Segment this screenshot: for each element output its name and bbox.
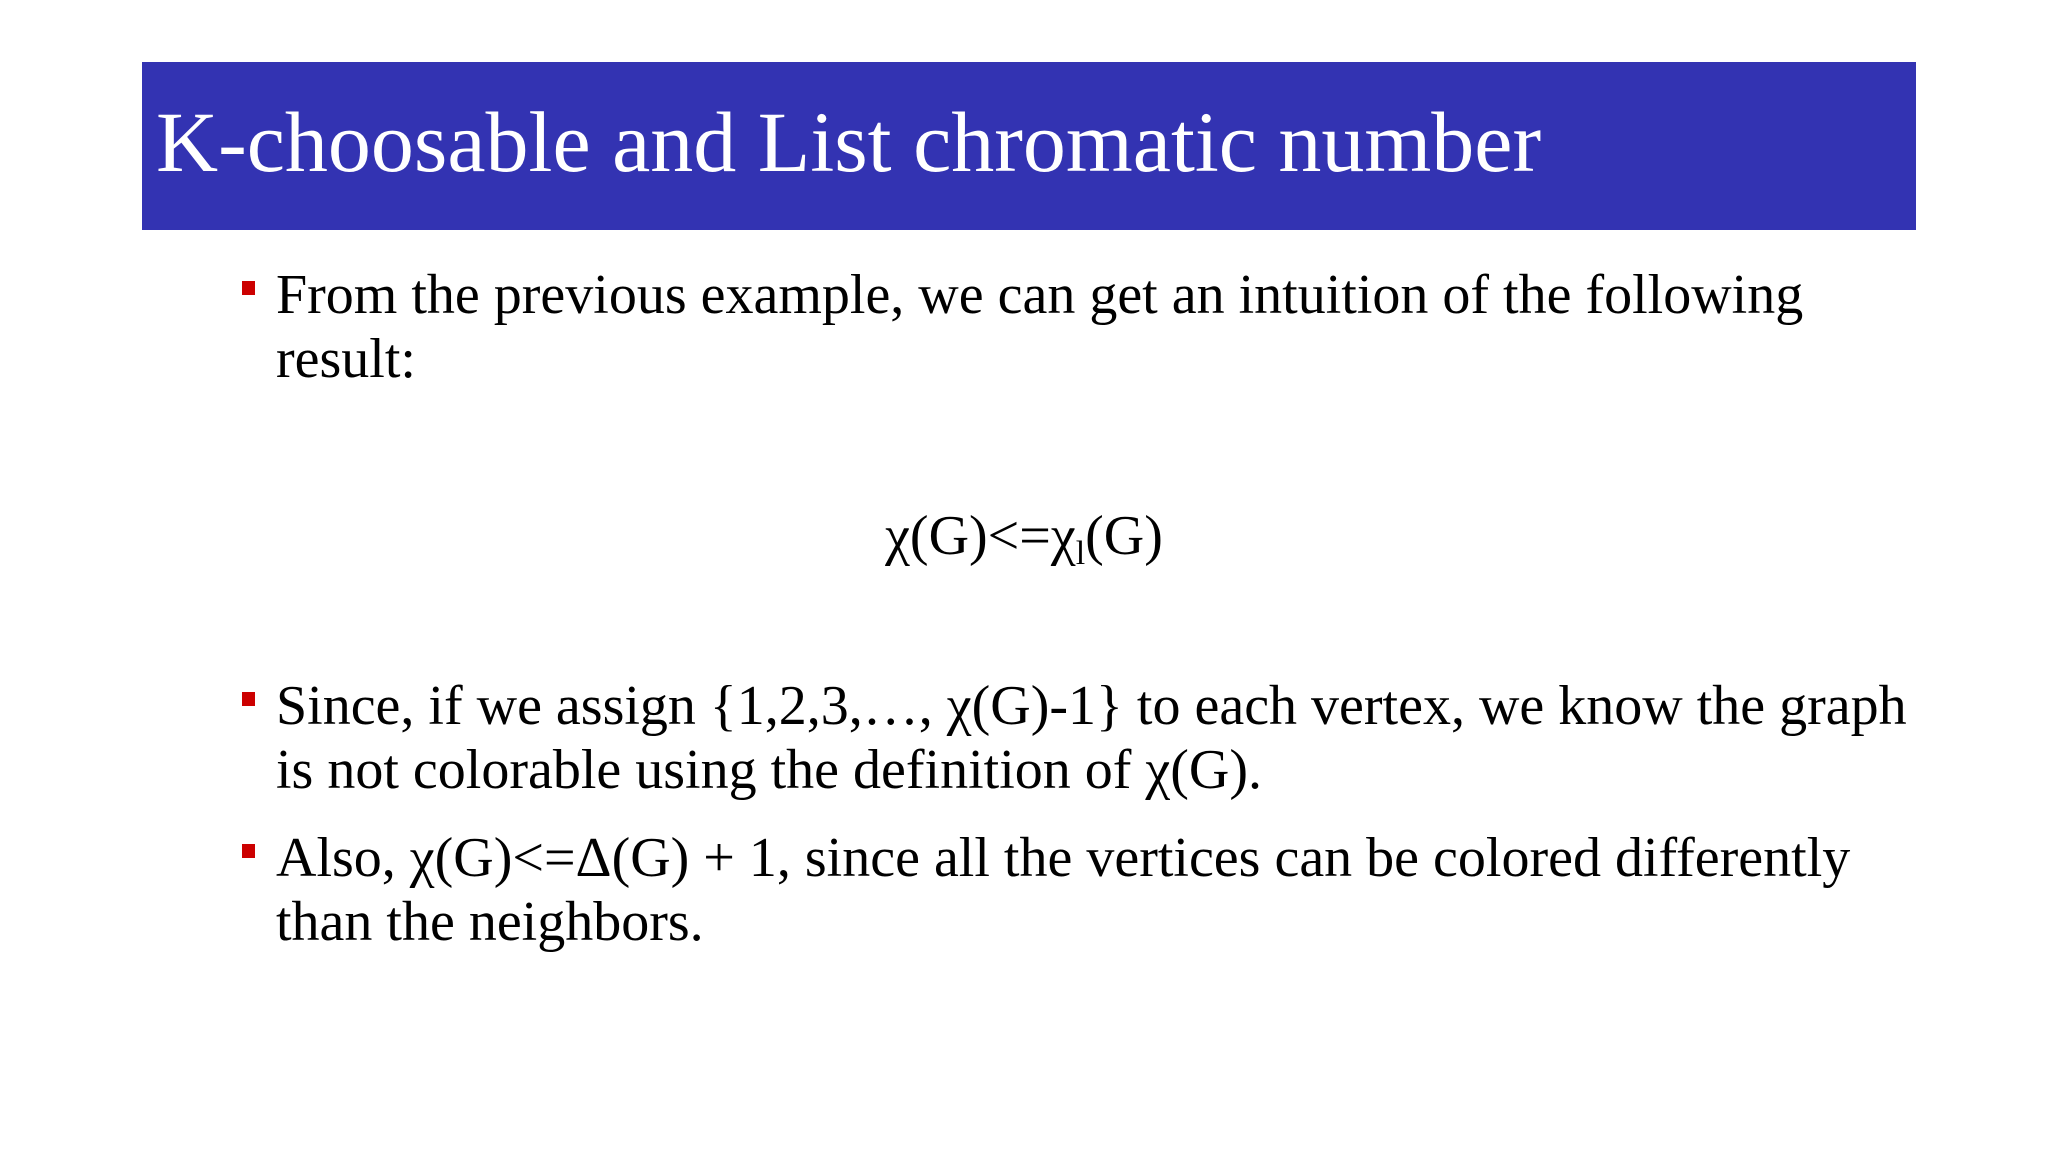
formula xyxy=(0,504,2048,586)
title-bar xyxy=(142,62,1916,230)
formula-right: (G) xyxy=(1085,505,1163,567)
bullet-item xyxy=(242,263,1922,391)
square-bullet-icon xyxy=(242,281,255,295)
bullet-text: From the previous example, we can get an intuition of the following result: xyxy=(276,264,1804,390)
formula-subscript: l xyxy=(1075,535,1086,572)
bullet-text: Also, χ(G)<=Δ(G) + 1, since all the vertices can be colored differently than the neighbors. xyxy=(276,827,1851,953)
slide-title: K-choosable and List chromatic number xyxy=(156,94,1542,190)
square-bullet-icon xyxy=(242,844,255,858)
square-bullet-icon xyxy=(242,692,255,706)
formula-left: χ(G)<=χ xyxy=(885,505,1076,567)
bullet-item xyxy=(242,826,1922,954)
bullet-text: Since, if we assign {1,2,3,…, χ(G)-1} to each vertex, we know the graph is not colorable using the definition of χ(G). xyxy=(276,675,1907,801)
bullet-item xyxy=(242,674,1922,802)
